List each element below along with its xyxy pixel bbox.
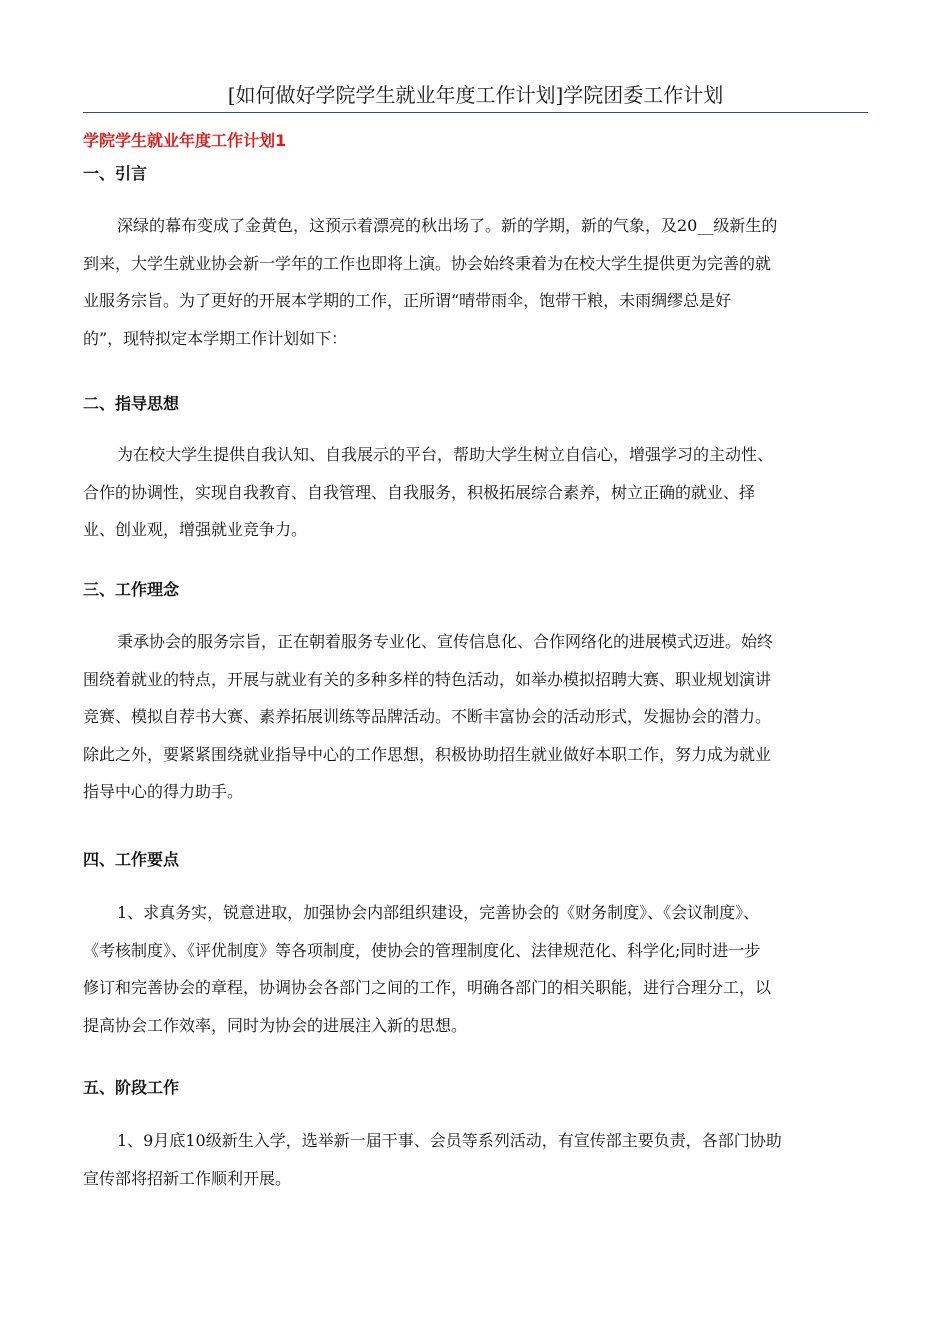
section-work-philosophy-paragraph [83, 623, 868, 811]
section-heading-stage-work: 五、阶段工作 [83, 1078, 180, 1097]
section-work-points-paragraph [83, 894, 868, 1044]
paragraph-line: 秉承协会的服务宗旨，正在朝着服务专业化、宣传信息化、合作网络化的进展模式迈进。始终 [117, 632, 774, 651]
section-heading-work-philosophy: 三、工作理念 [83, 580, 180, 599]
paragraph-line: 深绿的幕布变成了金黄色，这预示着漂亮的秋出场了。新的学期，新的气象，及20__级新生的 [117, 216, 778, 235]
paragraph-line: 除此之外，要紧紧围绕就业指导中心的工作思想，积极协助招生就业做好本职工作，努力成为就业 [83, 744, 772, 764]
paragraph-line: 为在校大学生提供自我认知、自我展示的平台，帮助大学生树立自信心，增强学习的主动性、 [117, 445, 774, 464]
paragraph-line: 竞赛、模拟自荐书大赛、素养拓展训练等品牌活动。不断丰富协会的活动形式，发掘协会的潜力。 [83, 707, 772, 726]
section-heading-introduction: 一、引言 [83, 164, 148, 183]
paragraph-line: 的”，现特拟定本学期工作计划如下： [83, 328, 348, 348]
page-header-title: [如何做好学院学生就业年度工作计划]学院团委工作计划 [83, 80, 868, 113]
paragraph-line: 提高协会工作效率，同时为协会的进展注入新的思想。 [83, 1015, 468, 1035]
document-title: 学院学生就业年度工作计划1 [83, 131, 287, 150]
section-heading-work-points: 四、工作要点 [83, 850, 180, 869]
paragraph-line: 指导中心的得力助手。 [83, 782, 244, 801]
section-guiding-ideology-paragraph [83, 436, 868, 549]
paragraph-line: 1、求真务实，锐意进取，加强协会内部组织建设，完善协会的《财务制度》、《会议制度》、 [117, 903, 760, 922]
paragraph-line: 《考核制度》、《评优制度》等各项制度，使协会的管理制度化、法律规范化、科学化;同时进一步 [83, 940, 761, 960]
paragraph-line: 合作的协调性，实现自我教育、自我管理、自我服务，积极拓展综合素养，树立正确的就业、择 [83, 482, 756, 502]
paragraph-line: 业服务宗旨。为了更好的开展本学期的工作，正所谓“晴带雨伞，饱带干粮，未雨绸缪总是好 [83, 291, 732, 310]
section-introduction-paragraph [83, 207, 868, 357]
section-stage-work-paragraph [83, 1122, 868, 1197]
paragraph-line: 到来，大学生就业协会新一学年的工作也即将上演。协会始终秉着为在校大学生提供更为完善的就 [83, 253, 772, 273]
paragraph-line: 业、创业观，增强就业竞争力。 [83, 520, 308, 539]
paragraph-line: 围绕着就业的特点，开展与就业有关的多种多样的特色活动，如举办模拟招聘大赛、职业规划演讲 [83, 669, 772, 689]
section-heading-guiding-ideology: 二、指导思想 [83, 394, 180, 413]
paragraph-line: 修订和完善协会的章程，协调协会各部门之间的工作，明确各部门的相关职能，进行合理分工，以 [83, 978, 772, 997]
paragraph-line: 1、9月底10级新生入学，选举新一届干事、会员等系列活动，有宣传部主要负责，各部门协助 [117, 1131, 782, 1150]
paragraph-line: 宣传部将招新工作顺利开展。 [83, 1168, 292, 1188]
